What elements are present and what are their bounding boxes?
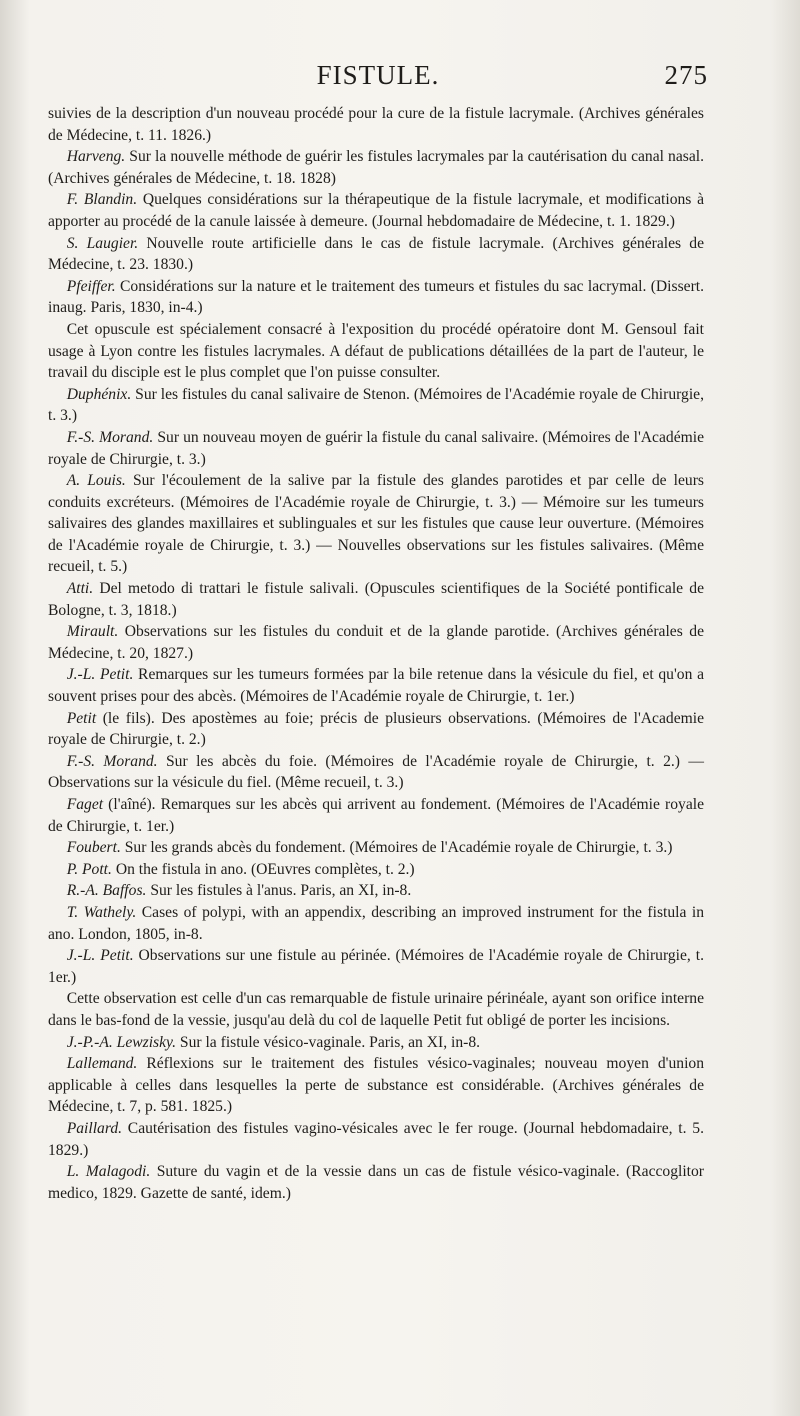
bibliography-entry [48,1118,704,1161]
entry-author: R.-A. Baffos. [66,882,147,900]
entry-text: Sur la nouvelle méthode de guérir les fistules lacrymales par la cautérisation du canal nasal. (Archives générales de Médecine, t. 18. 1828) [48,148,704,187]
entry-text: Del metodo di trattari le fistule salivali. (Opuscules scientifiques de la Société pontificale de Bologne, t. 3, 1818.) [48,580,704,619]
entry-author: Harveng. [66,148,126,166]
entry-author: P. Pott. [66,860,112,878]
bibliography-entry [48,1032,704,1054]
entry-text: Cette observation est celle d'un cas remarquable de fistule urinaire périnéale, ayant son orifice interne dans le bas-fond de la vessie, jusqu'au delà du col de laquelle Petit fut obligé de porter les incisions. [48,990,704,1029]
entry-text: On the fistula in ano. (OEuvres complètes, t. 2.) [111,860,415,878]
entry-author: J.-L. Petit. [66,947,134,965]
bibliography-entry [48,1161,704,1204]
running-title: FISTULE. [316,60,440,90]
entry-text: Cases of polypi, with an appendix, describing an improved instrument for the fistula in ano. London, 1805, in-8. [48,903,704,943]
entry-author: Petit [66,709,97,727]
entry-author: J.-P.-A. Lewzisky. [66,1033,177,1051]
entry-author: Atti. [66,580,94,598]
bibliography-entry [48,189,704,232]
bibliography-entry [48,319,704,384]
bibliography-entry [48,103,704,146]
entry-text: Observations sur les fistules du conduit et de la glande parotide. (Archives générales de Médecine, t. 20, 1827.) [48,623,704,662]
bibliography-entry [48,945,704,988]
entry-text: Cautérisation des fistules vagino-vésicales avec le fer rouge. (Journal hebdomadaire, t. 5. 1829.) [48,1119,704,1159]
bibliography-entry [48,470,704,578]
entry-author: F. Blandin. [66,191,138,209]
bibliography-entry [48,751,704,794]
entry-author: S. Laugier. [66,234,139,252]
bibliography-entry [48,146,704,189]
entry-text: Sur les fistules du canal salivaire de Stenon. (Mémoires de l'Académie royale de Chirurgie, t. 3.) [48,385,704,425]
entry-text: Observations sur une fistule au périnée. (Mémoires de l'Académie royale de Chirurgie, t. 1er.) [48,947,704,986]
entry-text: Sur les fistules à l'anus. Paris, an XI, in-8. [146,882,412,900]
entry-text: Sur un nouveau moyen de guérir la fistule du canal salivaire. (Mémoires de l'Académie royale de Chirurgie, t. 3.) [48,428,704,468]
entry-author: F.-S. Morand. [66,428,154,446]
bibliography-entry [48,794,704,837]
bibliography-entry [48,902,704,945]
entry-text: Nouvelle route artificielle dans le cas de fistule lacrymale. (Archives générales de Médecine, t. 23. 1830.) [48,234,704,274]
bibliography-entry [48,664,704,707]
bibliography-text [48,103,704,1204]
entry-text: Réflexions sur le traitement des fistules vésico-vaginales; nouveau moyen d'union applicable à celles dans lesquelles la perte de substance est considérable. (Archives générales de Médecine, t. 7, p. 581. 1825.) [48,1055,704,1116]
bibliography-entry [48,578,704,621]
bibliography-entry [48,988,704,1031]
entry-text: (l'aîné). Remarques sur les abcès qui arrivent au fondement. (Mémoires de l'Académie royale de Chirurgie, t. 1er.) [48,796,704,835]
entry-text: Cet opuscule est spécialement consacré à l'exposition du procédé opératoire dont M. Gensoul fait usage à Lyon contre les fistules lacrymales. A défaut de publications détaillées de la part de l'auteur, le travail du disciple est le plus complet que l'on puisse consulter. [48,320,704,382]
entry-author: A. Louis. [66,472,126,490]
entry-author: Lallemand. [66,1055,138,1073]
entry-author: Duphénix. [66,385,132,403]
entry-text: Suture du vagin et de la vessie dans un cas de fistule vésico-vaginale. (Raccoglitor medico, 1829. Gazette de santé, idem.) [48,1163,704,1202]
bibliography-entry [48,859,704,881]
entry-text: Sur la fistule vésico-vaginale. Paris, an XI, in-8. [176,1033,481,1051]
entry-text: Considérations sur la nature et le traitement des tumeurs et fistules du sac lacrymal. (Dissert. inaug. Paris, 1830, in-4.) [48,277,704,317]
page-header [48,58,708,98]
entry-author: T. Wathely. [66,903,137,921]
bibliography-entry [48,384,704,427]
entry-text: Sur les grands abcès du fondement. (Mémoires de l'Académie royale de Chirurgie, t. 3.) [120,839,673,857]
entry-text: (le fils). Des apostèmes au foie; précis de plusieurs observations. (Mémoires de l'Academie royale de Chirurgie, t. 2.) [48,709,704,749]
entry-text: Sur les abcès du foie. (Mémoires de l'Académie royale de Chirurgie, t. 2.) — Observations sur la vésicule du fiel. (Même recueil, t. 3.) [48,752,705,792]
bibliography-entry [48,276,704,319]
entry-author: J.-L. Petit. [66,666,134,684]
bibliography-entry [48,837,704,859]
bibliography-entry [48,880,704,902]
entry-text: Quelques considérations sur la thérapeutique de la fistule lacrymale, et modifications à apporter au procédé de la canule laissée à demeure. (Journal hebdomadaire de Médecine, t. 1. 1829.) [48,191,704,230]
bibliography-entry [48,1053,704,1118]
entry-author: Foubert. [66,839,121,857]
entry-author: Paillard. [66,1119,123,1137]
bibliography-entry [48,621,704,664]
entry-author: L. Malagodi. [66,1163,151,1181]
page-number: 275 [664,60,708,90]
entry-author: F.-S. Morand. [66,752,158,770]
entry-text: Sur l'écoulement de la salive par la fistule des glandes parotides et par celle de leurs conduits excréteurs. (Mémoires de l'Académie royale de Chirurgie, t. 3.) — Mémoire sur les tumeurs salivaires des glandes maxillaires et sublinguales et sur les fistules que cause leur ouverture. (Mémoires de l'Académie royale de Chirurgie, t. 3.) — Nouvelles observations sur les fistules salivaires. (Même recueil, t. 5.) [48,472,704,576]
entry-author: Faget [66,796,104,813]
entry-author: Mirault. [66,623,119,641]
bibliography-entry [48,708,704,751]
bibliography-entry [48,233,704,276]
entry-text: suivies de la description d'un nouveau procédé pour la cure de la fistule lacrymale. (Archives générales de Médecine, t. 11. 1826.) [48,105,704,144]
bibliography-entry [48,427,704,470]
entry-text: Remarques sur les tumeurs formées par la bile retenue dans la vésicule du fiel, et qu'on a souvent prises pour des abcès. (Mémoires de l'Académie royale de Chirurgie, t. 1er.) [48,666,704,706]
entry-author: Pfeiffer. [66,277,116,295]
